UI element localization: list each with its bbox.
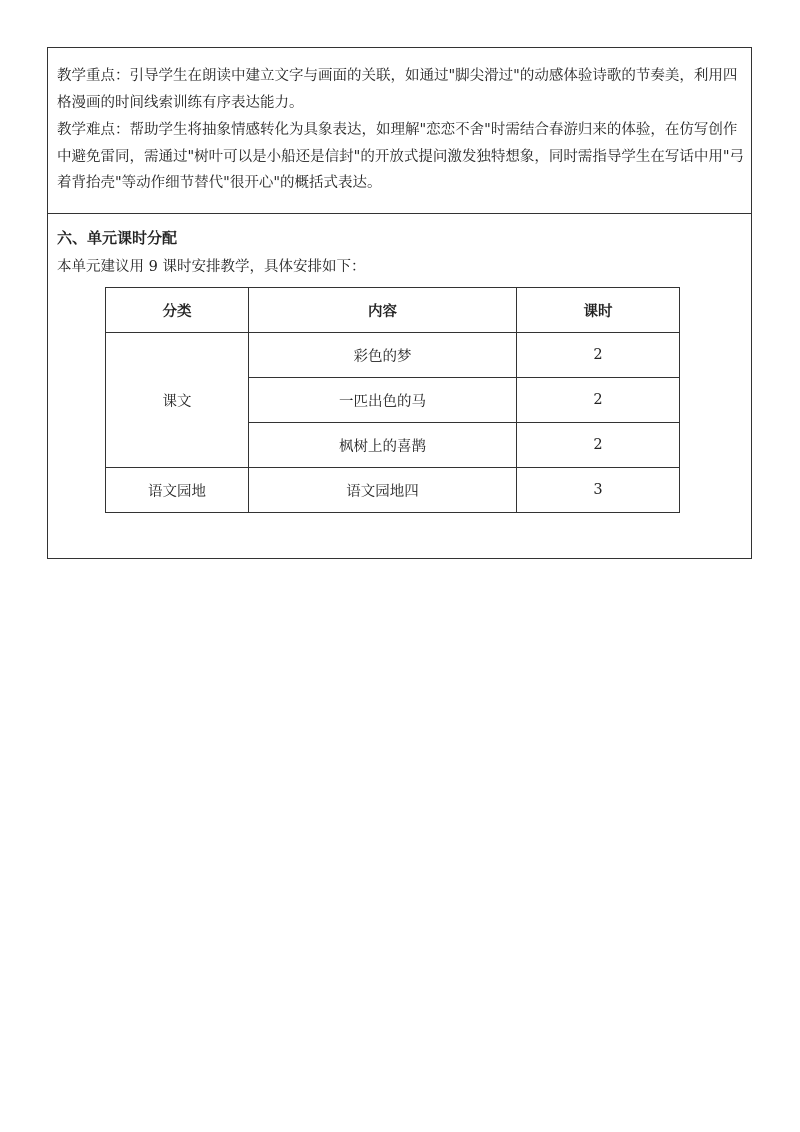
- header-category: 分类: [106, 288, 249, 333]
- document-frame: [47, 47, 752, 559]
- hours-cell: 2: [517, 423, 680, 468]
- hours-cell: 2: [517, 378, 680, 423]
- header-hours: 课时: [517, 288, 680, 333]
- section-heading: 六、单元课时分配: [57, 229, 178, 247]
- content-cell: 枫树上的喜鹊: [249, 423, 517, 468]
- hours-cell: 2: [517, 333, 680, 378]
- content-cell: 彩色的梦: [249, 333, 517, 378]
- header-content: 内容: [249, 288, 517, 333]
- table-row: [106, 333, 680, 378]
- hours-cell: 3: [517, 468, 680, 513]
- table-row: [106, 468, 680, 513]
- table-header-row: [106, 288, 680, 333]
- content-cell: 语文园地四: [249, 468, 517, 513]
- key-points-paragraph: 教学重点：引导学生在朗读中建立文字与画面的关联，如通过"脚尖滑过"的动感体验诗歌的节奏美，利用四格漫画的时间线索训练有序表达能力。: [57, 68, 738, 111]
- content-cell: 一匹出色的马: [249, 378, 517, 423]
- allocation-intro: 本单元建议用 9 课时安排教学，具体安排如下：: [57, 259, 366, 275]
- category-cell: 课文: [106, 333, 249, 468]
- teaching-objectives-section: [48, 48, 751, 214]
- hours-allocation-table: [105, 287, 680, 513]
- difficulties-paragraph: 教学难点：帮助学生将抽象情感转化为具象表达，如理解"恋恋不舍"时需结合春游归来的体验，在仿写创作中避免雷同，需通过"树叶可以是小船还是信封"的开放式提问激发独特想象，同时需指导学生在写话中用"弓着背抬壳"等动作细节替代"很开心"的概括式表达。: [57, 122, 745, 191]
- category-cell: 语文园地: [106, 468, 249, 513]
